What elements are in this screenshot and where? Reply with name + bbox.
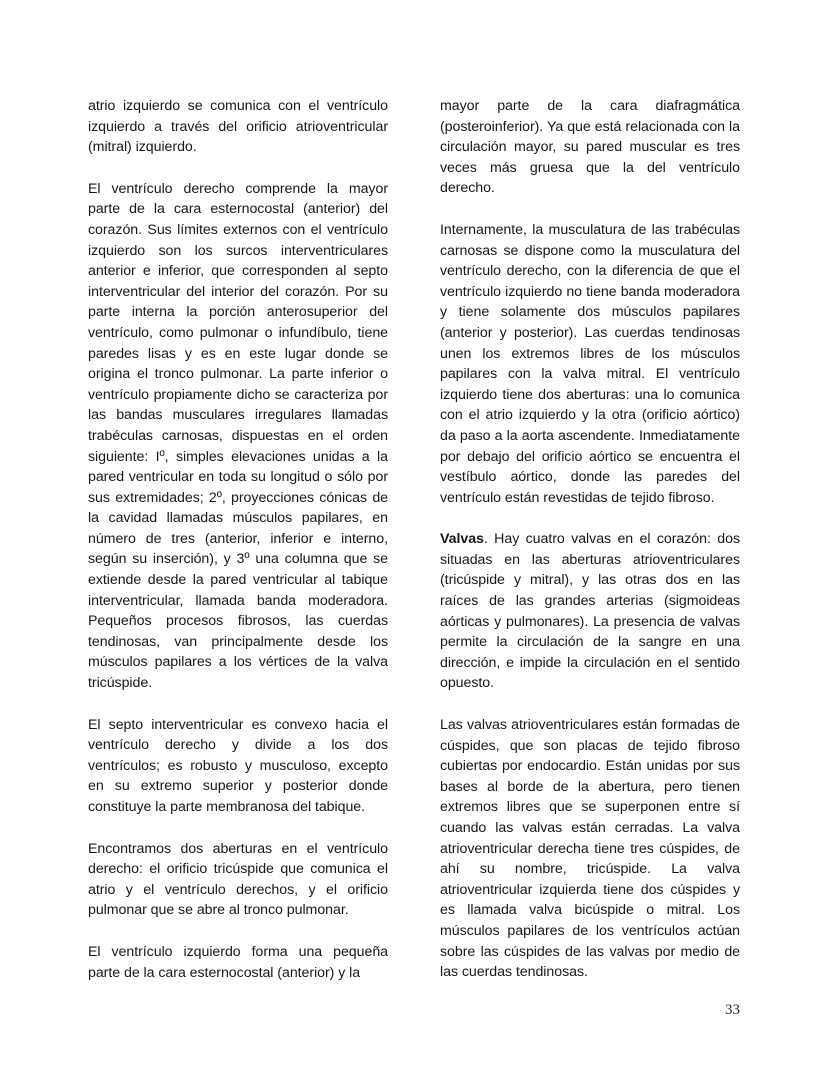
left-column [88,96,388,983]
two-column-body [88,96,740,983]
paragraph [88,942,388,983]
paragraph-text: Las valvas atrioventriculares están formadas de cúspides, que son placas de tejido fibroso cubiertas por endocardio. Están unidas por sus bases al borde de la abertura, pero tienen extremos libres que se superponen entre sí cuando las valvas están cerradas. La valva atrioventricular derecha tiene tres cúspides, de ahí su nombre, tricúspide. La valva atrioventricular izquierda tiene dos cúspides y es llamada valva bicúspide o mitral. Los músculos papilares de los ventrículos actúan sobre las cúspides de las valvas por medio de las cuerdas tendinosas. [440,717,740,981]
paragraph-text: Internamente, la musculatura de las trabéculas carnosas se dispone como la musculatura del ventrículo derecho, con la diferencia de que el ventrículo izquierdo no tiene banda moderadora y tiene solamente dos músculos papilares (anterior y posterior). Las cuerdas tendinosas unen los extremos libres de los músculos papilares con la valva mitral. El ventrículo izquierdo tiene dos aberturas: una lo comunica con el atrio izquierdo y la otra (orificio aórtico) da paso a la aorta ascendente. Inmediatamente por debajo del orificio aórtico se encuentra el vestíbulo aórtico, donde las paredes del ventrículo están revestidas de tejido fibroso. [440,221,740,506]
paragraph-lead: Valvas [440,531,484,548]
paragraph-text: Encontramos dos aberturas en el ventrículo derecho: el orificio tricúspide que comunica el atrio y el ventrículo derechos, y el orificio pulmonar que se abre al tronco pulmonar. [88,840,388,919]
paragraph [440,715,740,983]
paragraph-text: El ventrículo derecho comprende la mayor parte de la cara esternocostal (anterior) del corazón. Sus límites externos con el ventrículo izquierdo son los surcos interventriculares anterior e inferior, que corresponden al septo interventricular del interior del corazón. Por su parte interna la porción anterosuperior del ventrículo, como pulmonar o infundíbulo, tiene paredes lisas y es en este lugar donde se origina el tronco pulmonar. La parte inferior o ventrículo propiamente dicho se caracteriza por las bandas musculares irregulares llamadas trabéculas carnosas, dispuestas en el orden siguiente: Iº, simples elevaciones unidas a la pared ventricular en toda su longitud o sólo por sus extremidades; 2º, proyecciones cónicas de la cavidad llamadas músculos papilares, en número de tres (anterior, inferior e interno, según su inserción), y 3º una columna que se extiende desde la pared ventricular al tabique interventricular, llamada banda moderadora. Pequeños procesos fibrosos, las cuerdas tendinosas, van principalmente desde los músculos papilares a los vértices de la valva tricúspide. [88,180,388,692]
paragraph [88,179,388,694]
paragraph [440,220,740,508]
paragraph-text: El ventrículo izquierdo forma una pequeña parte de la cara esternocostal (anterior) y la [88,943,388,981]
paragraph [88,96,388,158]
right-column [440,96,740,983]
paragraph [88,839,388,921]
paragraph-text: mayor parte de la cara diafragmática (posteroinferior). Ya que está relacionada con la circulación mayor, su pared muscular es tres veces más gruesa que la del ventrículo derecho. [440,98,740,197]
paragraph-text: . Hay cuatro valvas en el corazón: dos situadas en las aberturas atrioventriculares (tricúspide y mitral), y las otras dos en las raíces de las grandes arterias (sigmoideas aórticas y pulmonares). La presencia de valvas permite la circulación de la sangre en una dirección, e impide la circulación en el sentido opuesto. [440,531,740,692]
paragraph [440,96,740,199]
page-number: 33 [725,1002,740,1018]
paragraph-valvas [440,529,740,694]
paragraph [88,715,388,818]
paragraph-text: atrio izquierdo se comunica con el ventrículo izquierdo a través del orificio atrioventricular (mitral) izquierdo. [88,98,388,156]
paragraph-text: El septo interventricular es convexo hacia el ventrículo derecho y divide a los dos ventrículos; es robusto y musculoso, excepto en su extremo superior y posterior donde constituye la parte membranosa del tabique. [88,716,388,815]
